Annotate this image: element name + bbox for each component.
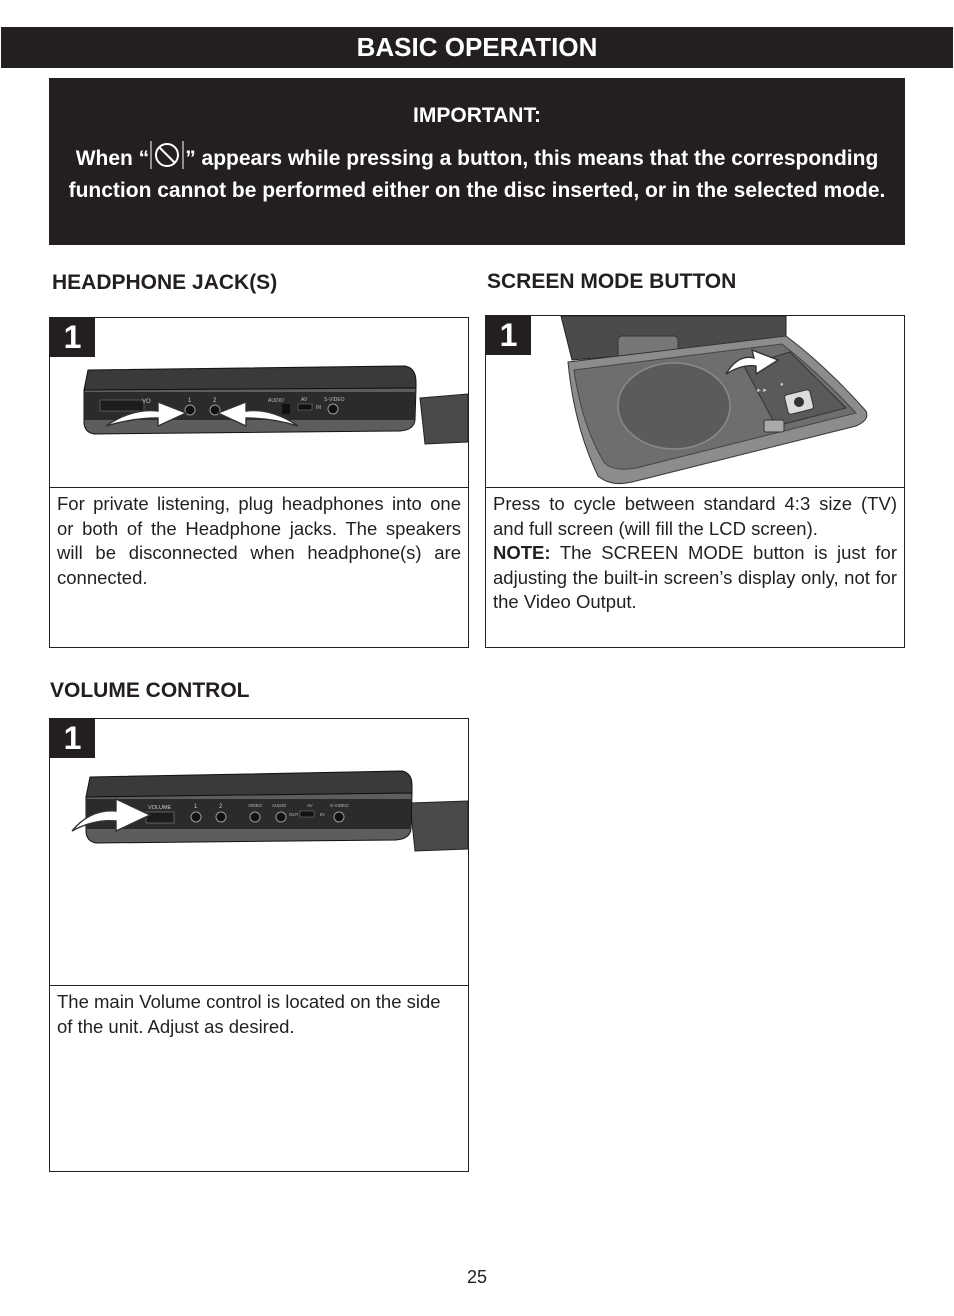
svideo-label: S-VIDEO <box>324 397 345 403</box>
vol-in-label: IN <box>320 812 325 817</box>
screen-mode-heading: SCREEN MODE BUTTON <box>487 270 737 293</box>
headphone-description: For private listening, plug headphones into one or both of the Headphone jacks. The speakers will be disconnected when headphone(s) are connected. <box>49 487 469 648</box>
headphone-illustration <box>50 318 468 487</box>
video-label: VIDEO <box>248 803 263 808</box>
prohibited-icon <box>149 141 185 177</box>
step-badge: 1 <box>486 316 531 355</box>
step-badge: 1 <box>50 318 95 357</box>
av-label: AV <box>301 397 308 403</box>
jack1-label: 1 <box>188 398 192 404</box>
volume-figure <box>49 718 469 986</box>
svg-text:●: ● <box>780 382 784 388</box>
vol-audio-label: AUDIO <box>272 803 287 808</box>
important-notice <box>49 78 905 245</box>
out-label: OUT <box>289 812 299 817</box>
jack2-label: 2 <box>213 398 217 404</box>
headphone-figure <box>49 317 469 488</box>
vol-jack2-label: 2 <box>219 804 223 810</box>
audio-label: AUDIO <box>268 398 284 404</box>
note-label: NOTE: <box>493 542 551 563</box>
step-badge: 1 <box>50 719 95 758</box>
important-text-before: When “ <box>75 147 150 170</box>
volume-description: The main Volume control is located on the side of the unit. Adjust as desired. <box>49 985 469 1172</box>
vol-jack1-label: 1 <box>194 804 198 810</box>
vol-label: VO <box>142 399 151 405</box>
screen-mode-illustration <box>486 316 904 487</box>
important-title: IMPORTANT: <box>413 104 541 127</box>
headphone-heading: HEADPHONE JACK(S) <box>52 271 278 294</box>
svg-text:►►: ►► <box>756 388 768 394</box>
screen-mode-desc-text: Press to cycle between standard 4:3 size (TV) and full screen (will fill the LCD screen). <box>493 493 897 539</box>
screen-mode-description <box>485 487 905 648</box>
vol-av-label: AV <box>307 803 313 808</box>
page-title: BASIC OPERATION <box>1 27 953 68</box>
screen-mode-figure <box>485 315 905 488</box>
note-text: The SCREEN MODE button is just for adjusting the built-in screen’s display only, not for the Video Output. <box>493 542 897 612</box>
page-number: 25 <box>466 1267 488 1287</box>
important-text-after: ” appears while pressing a button, this means that the corresponding function cannot be performed either on the disc inserted, or in the selected mode. <box>68 147 886 202</box>
vol-svideo-label: S-VIDEO <box>330 803 349 808</box>
volume-label: VOLUME <box>148 805 172 811</box>
important-body <box>59 141 895 205</box>
volume-heading: VOLUME CONTROL <box>50 679 250 702</box>
volume-illustration <box>50 719 468 985</box>
in-label: IN <box>316 405 321 411</box>
